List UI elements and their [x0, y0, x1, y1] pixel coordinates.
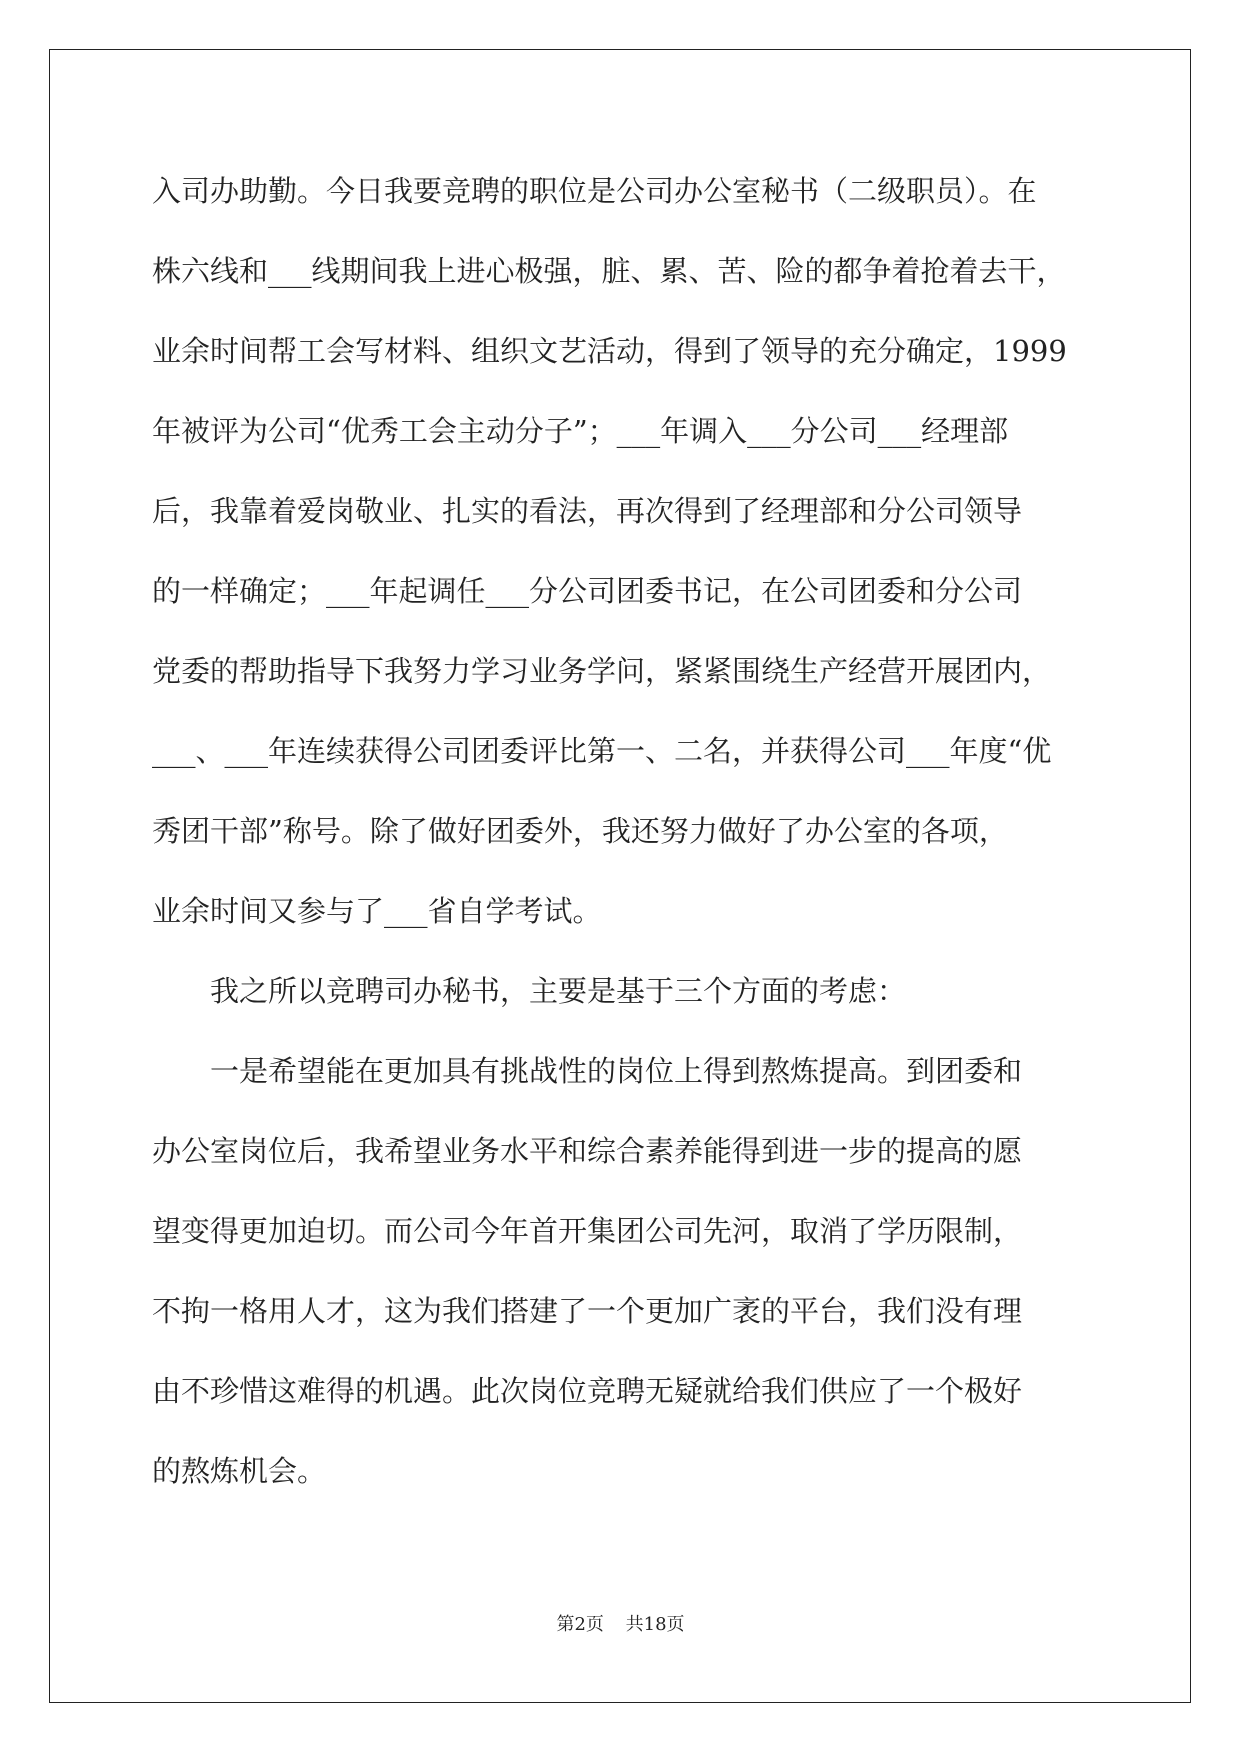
body-line-1: 入司办助勤。今日我要竞聘的职位是公司办公室秘书（二级职员）。在: [152, 174, 1037, 208]
body-line-7: 党委的帮助指导下我努力学习业务学问，紧紧围绕生产经营开展团内，: [152, 654, 1052, 688]
body-line-8: ___、___年连续获得公司团委评比第一、二名，并获得公司___年度“优: [152, 734, 1052, 768]
body-line-3: 业余时间帮工会写材料、组织文艺活动，得到了领导的充分确定，1999: [152, 334, 1067, 368]
body-line-16: 由不珍惜这难得的机遇。此次岗位竞聘无疑就给我们供应了一个极好: [152, 1374, 1023, 1408]
body-line-13: 办公室岗位后，我希望业务水平和综合素养能得到进一步的提高的愿: [152, 1134, 1023, 1168]
page-footer: [0, 1610, 1241, 1636]
body-line-17: 的熬炼机会。: [152, 1454, 327, 1488]
body-line-2: 株六线和___线期间我上进心极强，脏、累、苦、险的都争着抢着去干，: [152, 254, 1066, 288]
body-line-12: 一是希望能在更加具有挑战性的岗位上得到熬炼提高。到团委和: [152, 1054, 1023, 1088]
body-line-11: 我之所以竞聘司办秘书，主要是基于三个方面的考虑：: [152, 974, 907, 1008]
page-total: 共18页: [625, 1614, 685, 1635]
body-line-10: 业余时间又参与了___省自学考试。: [152, 894, 602, 928]
body-line-6: 的一样确定；___年起调任___分公司团委书记，在公司团委和分公司: [152, 574, 1023, 608]
body-line-14: 望变得更加迫切。而公司今年首开集团公司先河，取消了学历限制，: [152, 1214, 1023, 1248]
body-line-4: 年被评为公司“优秀工会主动分子”；___年调入___分公司___经理部: [152, 414, 1009, 448]
body-line-15: 不拘一格用人才，这为我们搭建了一个更加广袤的平台，我们没有理: [152, 1294, 1023, 1328]
page-number: 第2页: [556, 1614, 604, 1635]
body-line-9: 秀团干部”称号。除了做好团委外，我还努力做好了办公室的各项，: [152, 814, 1008, 848]
body-line-5: 后，我靠着爱岗敬业、扎实的看法，再次得到了经理部和分公司领导: [152, 494, 1023, 528]
